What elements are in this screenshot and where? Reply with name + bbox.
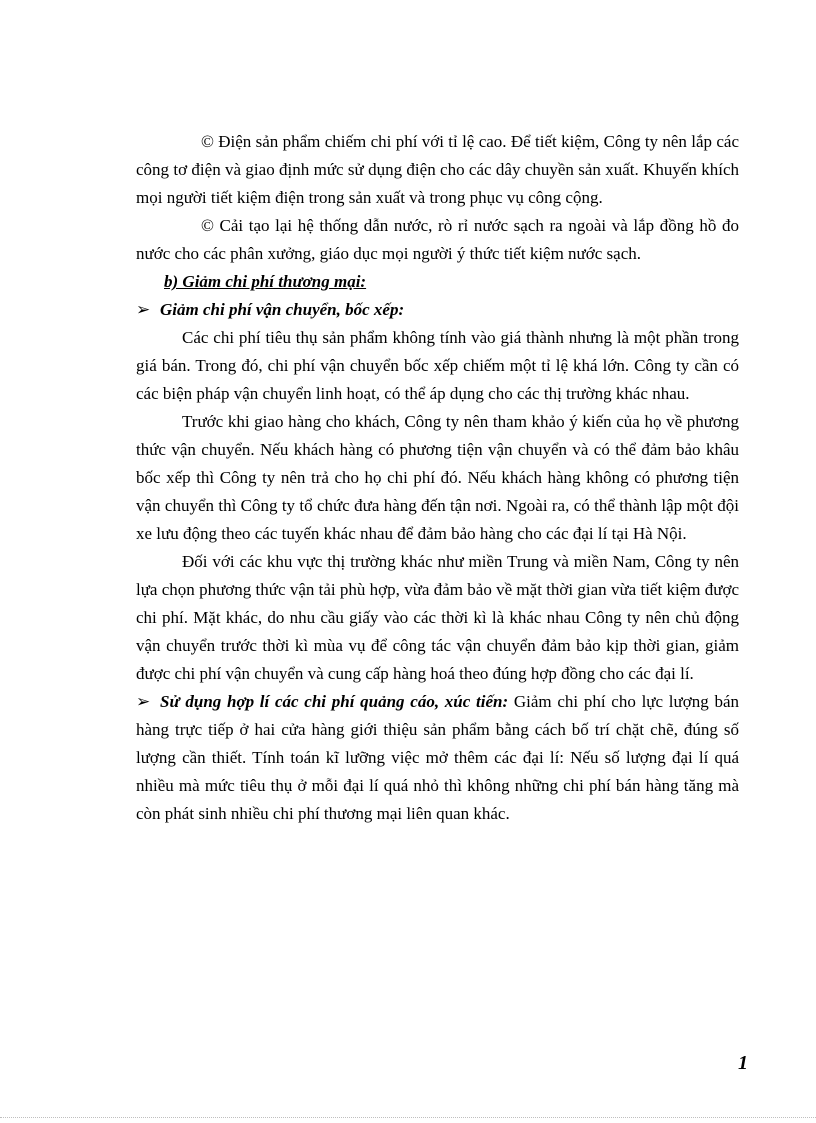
document-body xyxy=(136,128,739,828)
bullet-advertising-costs xyxy=(136,688,739,828)
paragraph-regional-markets: Đối với các khu vực thị trường khác như miền Trung và miền Nam, Công ty nên lựa chọn phương thức vận tải phù hợp, vừa đảm bảo về mặt thời gian vừa tiết kiệm được chi phí. Mặt khác, do nhu cầu giấy vào các thời kì là khác nhau Công ty nên chủ động vận chuyển trước thời kì mùa vụ để công tác vận chuyển đảm bảo kịp thời gian, giảm được chi phí vận chuyển và cung cấp hàng hoá theo đúng hợp đồng cho các đại lí. xyxy=(136,552,739,683)
paragraph-sales-costs: Các chi phí tiêu thụ sản phẩm không tính vào giá thành nhưng là một phần trong giá bán. Trong đó, chi phí vận chuyển bốc xếp chiếm một tỉ lệ khá lớn. Công ty cần có các biện pháp vận chuyển linh hoạt, có thể áp dụng cho các thị trường khác nhau. xyxy=(136,328,739,403)
page-divider xyxy=(0,1117,816,1118)
bullet-title-advertising: Sử dụng hợp lí các chi phí quảng cáo, xúc tiến: xyxy=(160,692,509,711)
arrow-bullet-icon: ➢ xyxy=(136,692,151,711)
bullet-title-transport: Giảm chi phí vận chuyển, bốc xếp: xyxy=(160,300,405,319)
paragraph-electricity-savings: © Điện sản phẩm chiếm chi phí với tỉ lệ cao. Để tiết kiệm, Công ty nên lắp các công tơ điện và giao định mức sử dụng điện cho các dây chuyền sản xuất. Khuyến khích mọi người tiết kiệm điện trong sản xuất và trong phục vụ công cộng. xyxy=(136,132,739,207)
arrow-bullet-icon: ➢ xyxy=(136,300,151,319)
paragraph-water-savings: © Cải tạo lại hệ thống dẫn nước, rò rỉ nước sạch ra ngoài và lắp đồng hồ đo nước cho các phân xưởng, giáo dục mọi người ý thức tiết kiệm nước sạch. xyxy=(136,216,739,263)
bullet-transport-costs xyxy=(136,296,739,324)
paragraph-delivery: Trước khi giao hàng cho khách, Công ty nên tham khảo ý kiến của họ về phương thức vận chuyển. Nếu khách hàng có phương tiện vận chuyển và có thể đảm bảo khâu bốc xếp thì Công ty nên trả cho họ chi phí đó. Nếu khách hàng không có phương tiện vận chuyển thì Công ty tổ chức đưa hàng đến tận nơi. Ngoài ra, có thể thành lập một đội xe lưu động theo các tuyến khác nhau để đảm bảo hàng cho các đại lí tại Hà Nội. xyxy=(136,412,739,543)
page-number: 1 xyxy=(738,1052,748,1074)
section-heading-commercial-costs: b) Giảm chi phí thương mại: xyxy=(164,272,367,291)
bullet-text-advertising: Giảm chi phí cho lực lượng bán hàng trực tiếp ở hai cửa hàng giới thiệu sản phẩm bằng cách bố trí chặt chẽ, đúng số lượng cần thiết. Tính toán kĩ lưỡng việc mở thêm các đại lí: Nếu số lượng đại lí quá nhiều mà mức tiêu thụ ở mỗi đại lí quá nhỏ thì không những chi phí bán hàng tăng mà còn phát sinh nhiều chi phí thương mại liên quan khác. xyxy=(136,692,739,823)
